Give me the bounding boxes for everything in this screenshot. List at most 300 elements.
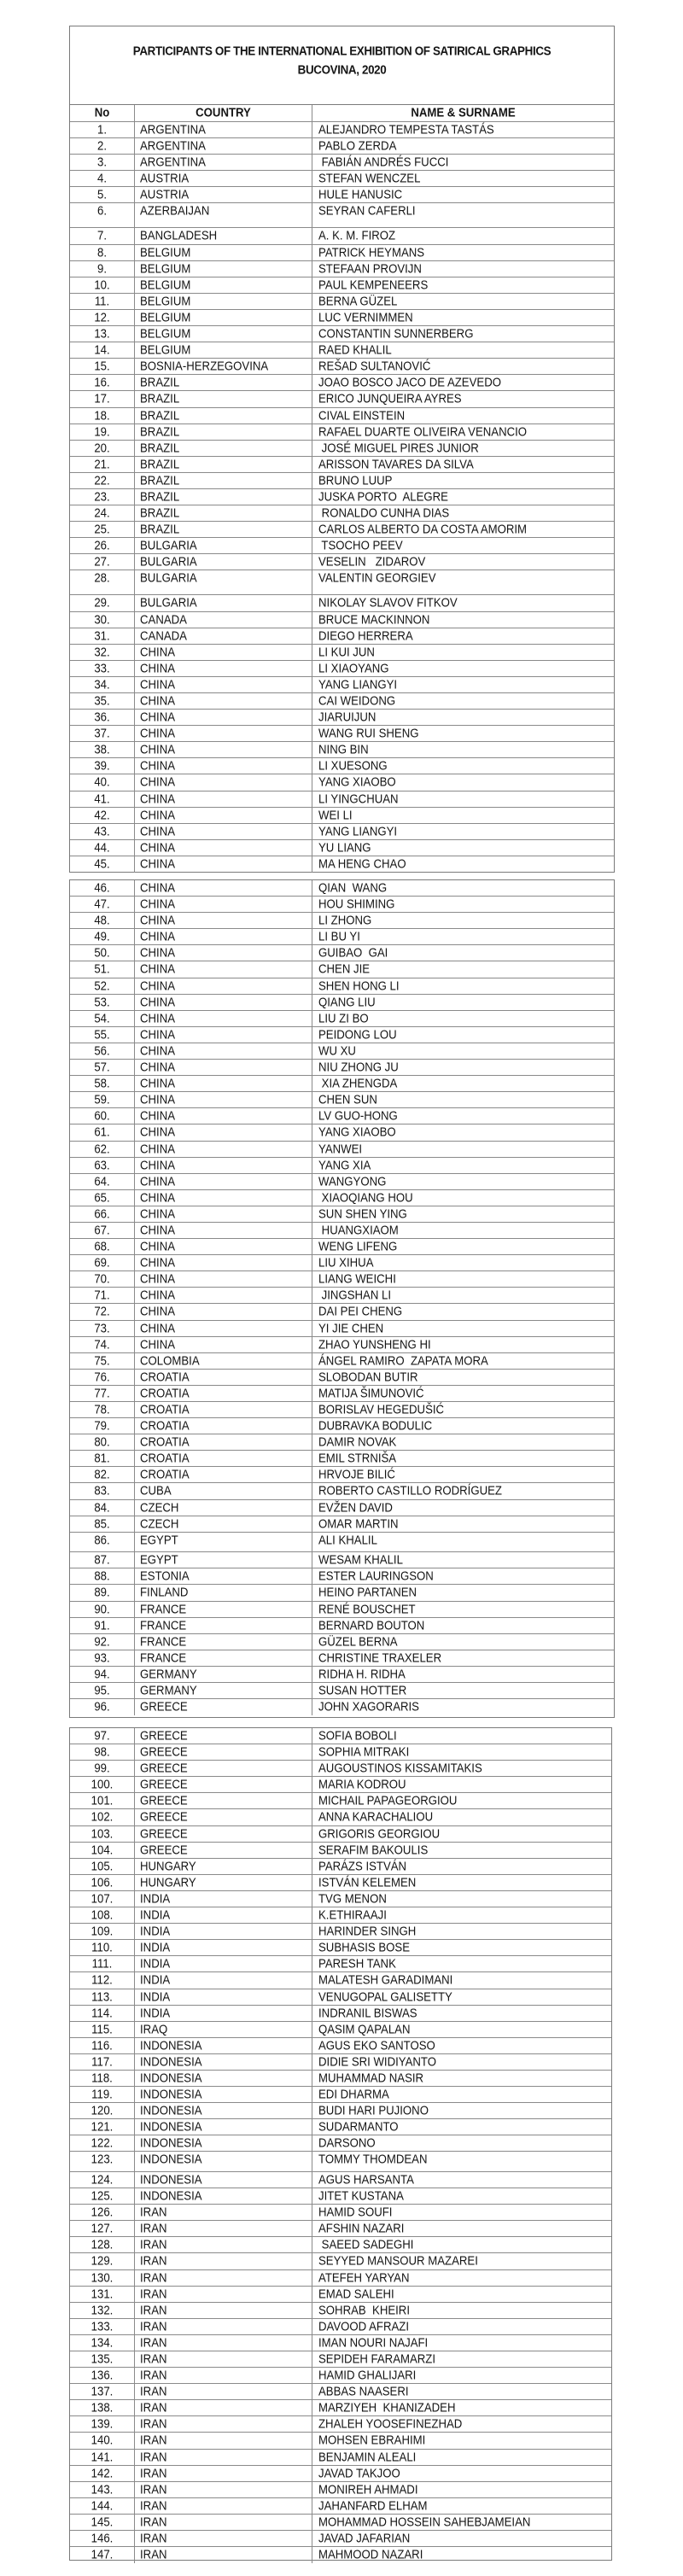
- row-name: EMAD SALEHI: [318, 2286, 394, 2301]
- row-country: AZERBAIJAN: [135, 203, 312, 227]
- row-country: BRAZIL: [135, 375, 312, 390]
- row-name: CIVAL EINSTEIN: [318, 407, 406, 423]
- row-name: ATEFEH YARYAN: [318, 2269, 410, 2285]
- table-row: [70, 1190, 614, 1206]
- row-name: HAMID SOUFI: [318, 2205, 393, 2219]
- row-name: TOMMY THOMDEAN: [318, 2152, 428, 2167]
- table-row: [70, 1043, 614, 1060]
- table-row: [70, 1793, 611, 1809]
- row-number: 51.: [70, 961, 135, 977]
- table-row: [70, 1924, 611, 1940]
- row-number: 100.: [70, 1777, 135, 1792]
- table-row: [70, 391, 614, 407]
- row-number: 144.: [70, 2498, 135, 2514]
- row-number: 33.: [70, 661, 135, 676]
- row-number: 28.: [70, 570, 135, 594]
- row-country: CHINA: [135, 693, 312, 709]
- table-row: [70, 1809, 611, 1825]
- row-number: 66.: [70, 1206, 135, 1222]
- row-number: 61.: [70, 1124, 135, 1140]
- row-number: 3.: [70, 155, 135, 170]
- row-number: 106.: [70, 1875, 135, 1890]
- row-name: JAHANFARD ELHAM: [318, 2498, 428, 2513]
- row-name: JUSKA PORTO ALEGRE: [318, 489, 448, 504]
- row-number: 15.: [70, 359, 135, 374]
- row-number: 64.: [70, 1174, 135, 1189]
- table-row: [70, 1321, 614, 1337]
- row-country: BULGARIA: [135, 570, 312, 594]
- row-country: BRAZIL: [135, 505, 312, 521]
- row-name: NING BIN: [318, 742, 369, 756]
- table-row: [70, 2482, 611, 2498]
- row-number: 103.: [70, 1826, 135, 1842]
- row-country: IRAN: [135, 2205, 312, 2220]
- table-row: [70, 2135, 611, 2152]
- row-number: 47.: [70, 897, 135, 912]
- rows-group-1: [70, 122, 614, 873]
- row-number: 72.: [70, 1304, 135, 1319]
- row-name: WU XU: [318, 1043, 356, 1058]
- row-country: CHINA: [135, 1124, 312, 1140]
- column-header-country: COUNTRY: [135, 105, 312, 121]
- row-country: CHINA: [135, 945, 312, 961]
- row-name: WANGYONG: [318, 1173, 387, 1189]
- row-name: A. K. M. FIROZ: [318, 228, 396, 243]
- row-number: 8.: [70, 245, 135, 260]
- row-number: 124.: [70, 2172, 135, 2188]
- row-number: 39.: [70, 758, 135, 774]
- row-number: 57.: [70, 1060, 135, 1075]
- table-row: [70, 489, 614, 505]
- row-name: PARÁZS ISTVÁN: [318, 1858, 407, 1873]
- row-country: IRAN: [135, 2237, 312, 2252]
- row-country: CZECH: [135, 1500, 312, 1516]
- row-name: JITET KUSTANA: [318, 2188, 404, 2203]
- row-name: JAVAD JAFARIAN: [318, 2531, 411, 2545]
- row-number: 38.: [70, 742, 135, 757]
- row-name: GÜZEL BERNA: [318, 1633, 398, 1649]
- table-row: [70, 2119, 611, 2135]
- row-name: HEINO PARTANEN: [318, 1585, 417, 1600]
- row-country: CHINA: [135, 897, 312, 912]
- table-row: [70, 2221, 611, 2237]
- row-country: BRAZIL: [135, 408, 312, 423]
- row-number: 9.: [70, 261, 135, 277]
- row-name: AGUS HARSANTA: [318, 2172, 414, 2187]
- table-row: [70, 791, 614, 808]
- row-number: 16.: [70, 375, 135, 390]
- row-name: LIU XIHUA: [318, 1255, 374, 1270]
- row-name: SLOBODAN BUTIR: [318, 1370, 418, 1384]
- row-number: 118.: [70, 2071, 135, 2086]
- table-row: [70, 774, 614, 791]
- table-row: [70, 929, 614, 945]
- row-country: CHINA: [135, 961, 312, 977]
- table-row: [70, 661, 614, 677]
- table-row: [70, 710, 614, 726]
- row-country: IRAN: [135, 2515, 312, 2530]
- row-name: YANWEI: [318, 1141, 363, 1156]
- row-country: CHINA: [135, 1043, 312, 1059]
- row-country: CHINA: [135, 661, 312, 676]
- row-name: XIAOQIANG HOU: [318, 1189, 413, 1205]
- row-country: BELGIUM: [135, 261, 312, 277]
- row-country: INDIA: [135, 1907, 312, 1923]
- row-name: SEYRAN CAFERLI: [318, 203, 416, 219]
- table-row: [70, 1386, 614, 1402]
- row-number: 116.: [70, 2038, 135, 2053]
- row-name: BRUNO LUUP: [318, 473, 393, 488]
- table-row: [70, 856, 614, 873]
- row-name: BERNARD BOUTON: [318, 1617, 425, 1633]
- title-line-1: PARTICIPANTS OF THE INTERNATIONAL EXHIBITION OF SATIRICAL GRAPHICS: [132, 44, 552, 58]
- row-country: CHINA: [135, 1092, 312, 1107]
- row-name: CONSTANTIN SUNNERBERG: [318, 326, 474, 341]
- row-name: LIU ZI BO: [318, 1010, 369, 1025]
- row-name: YANG XIA: [318, 1157, 371, 1172]
- row-name: LIANG WEICHI: [318, 1271, 396, 1286]
- row-number: 90.: [70, 1602, 135, 1617]
- row-country: INDIA: [135, 1956, 312, 1971]
- row-number: 56.: [70, 1043, 135, 1059]
- row-number: 111.: [70, 1956, 135, 1971]
- row-number: 112.: [70, 1972, 135, 1988]
- row-country: CHINA: [135, 1239, 312, 1254]
- row-country: CHINA: [135, 726, 312, 741]
- row-country: CROATIA: [135, 1467, 312, 1482]
- row-country: INDONESIA: [135, 2103, 312, 2118]
- row-country: AUSTRIA: [135, 187, 312, 202]
- row-country: INDIA: [135, 1940, 312, 1955]
- row-number: 115.: [70, 2022, 135, 2037]
- row-number: 85.: [70, 1516, 135, 1532]
- row-number: 94.: [70, 1667, 135, 1682]
- row-country: IRAN: [135, 2482, 312, 2497]
- table-row: [70, 1483, 614, 1499]
- table-row: [70, 2054, 611, 2071]
- row-country: CROATIA: [135, 1434, 312, 1450]
- row-name: RAFAEL DUARTE OLIVEIRA VENANCIO: [318, 423, 528, 439]
- table-row: [70, 595, 614, 611]
- table-row: [70, 2515, 611, 2531]
- table-row: [70, 2071, 611, 2087]
- table-row: [70, 1972, 611, 1989]
- row-country: GREECE: [135, 1699, 312, 1715]
- row-country: CHINA: [135, 1158, 312, 1173]
- row-number: 50.: [70, 945, 135, 961]
- row-name: MA HENG CHAO: [318, 856, 406, 871]
- row-number: 29.: [70, 595, 135, 610]
- row-name: CAI WEIDONG: [318, 693, 396, 708]
- table-row: [70, 1124, 614, 1141]
- table-row: [70, 2450, 611, 2466]
- row-number: 134.: [70, 2335, 135, 2351]
- row-name: FABIÁN ANDRÉS FUCCI: [318, 155, 449, 169]
- row-number: 86.: [70, 1533, 135, 1552]
- row-country: IRAN: [135, 2466, 312, 2481]
- row-country: CHINA: [135, 1011, 312, 1026]
- row-name: EVŽEN DAVID: [318, 1499, 393, 1515]
- table-row: [70, 2351, 611, 2368]
- row-country: CUBA: [135, 1483, 312, 1498]
- row-number: 58.: [70, 1076, 135, 1091]
- row-number: 141.: [70, 2450, 135, 2465]
- table-header-row: [70, 105, 614, 122]
- row-number: 121.: [70, 2119, 135, 2135]
- table-row: [70, 1777, 611, 1793]
- row-country: INDONESIA: [135, 2038, 312, 2053]
- row-name: PEIDONG LOU: [318, 1027, 397, 1042]
- row-country: BELGIUM: [135, 326, 312, 342]
- row-number: 68.: [70, 1239, 135, 1254]
- table-row: [70, 473, 614, 489]
- row-name: MOHSEN EBRAHIMI: [318, 2433, 426, 2448]
- table-row: [70, 1418, 614, 1434]
- row-name: LUC VERNIMMEN: [318, 310, 413, 324]
- row-number: 73.: [70, 1321, 135, 1336]
- row-country: CHINA: [135, 913, 312, 928]
- row-name: INDRANIL BISWAS: [318, 2005, 417, 2020]
- row-name: HAMID GHALIJARI: [318, 2368, 417, 2382]
- table-row: [70, 1826, 611, 1843]
- row-name: MARIA KODROU: [318, 1777, 406, 1791]
- row-number: 114.: [70, 2006, 135, 2021]
- row-country: CROATIA: [135, 1451, 312, 1466]
- row-country: CHINA: [135, 791, 312, 807]
- row-country: BRAZIL: [135, 489, 312, 505]
- table-row: [70, 2466, 611, 2482]
- row-name: SUBHASIS BOSE: [318, 1940, 411, 1954]
- row-number: 97.: [70, 1728, 135, 1744]
- row-number: 20.: [70, 441, 135, 456]
- row-country: CHINA: [135, 758, 312, 774]
- row-name: LI BU YI: [318, 929, 360, 943]
- row-name: BENJAMIN ALEALI: [318, 2449, 417, 2464]
- table-row: [70, 824, 614, 840]
- row-name: DAVOOD AFRAZI: [318, 2318, 410, 2334]
- row-name: K.ETHIRAAJI: [318, 1907, 387, 1922]
- row-country: CROATIA: [135, 1386, 312, 1401]
- row-name: JOAO BOSCO JACO DE AZEVEDO: [318, 375, 501, 390]
- table-row: [70, 1402, 614, 1418]
- row-number: 37.: [70, 726, 135, 741]
- row-number: 123.: [70, 2152, 135, 2171]
- row-country: IRAN: [135, 2498, 312, 2514]
- row-country: IRAN: [135, 2368, 312, 2383]
- table-row: [70, 1451, 614, 1467]
- row-name: DAMIR NOVAK: [318, 1434, 397, 1449]
- row-name: YU LIANG: [318, 840, 371, 855]
- row-number: 135.: [70, 2351, 135, 2367]
- table-row: [70, 1956, 611, 1972]
- row-name: ZHALEH YOOSEFINEZHAD: [318, 2416, 463, 2432]
- row-name: CHEN JIE: [318, 961, 371, 977]
- row-name: HUANGXIAOM: [318, 1223, 399, 1237]
- row-name: REŠAD SULTANOVIĆ: [318, 359, 431, 373]
- row-country: CHINA: [135, 1142, 312, 1157]
- row-number: 78.: [70, 1402, 135, 1417]
- table-row: [70, 2416, 611, 2433]
- row-name: MALATESH GARADIMANI: [318, 1972, 453, 1988]
- row-country: CHINA: [135, 1206, 312, 1222]
- row-name: AGUS EKO SANTOSO: [318, 2037, 435, 2053]
- row-number: 91.: [70, 1618, 135, 1633]
- table-row: [70, 1602, 614, 1618]
- row-name: QIANG LIU: [318, 994, 376, 1009]
- table-row: [70, 2172, 611, 2188]
- row-country: BULGARIA: [135, 538, 312, 553]
- row-name: ROBERTO CASTILLO RODRÍGUEZ: [318, 1483, 502, 1498]
- row-number: 12.: [70, 310, 135, 325]
- row-name: ISTVÁN KELEMEN: [318, 1875, 417, 1890]
- row-name: ESTER LAURINGSON: [318, 1568, 434, 1584]
- table-row: [70, 1761, 611, 1777]
- row-name: XIA ZHENGDA: [318, 1076, 398, 1090]
- row-number: 27.: [70, 554, 135, 570]
- row-number: 137.: [70, 2384, 135, 2399]
- table-row: [70, 1907, 611, 1924]
- row-number: 145.: [70, 2515, 135, 2530]
- row-number: 17.: [70, 391, 135, 406]
- table-row: [70, 457, 614, 473]
- row-country: BANGLADESH: [135, 228, 312, 243]
- row-number: 19.: [70, 424, 135, 440]
- row-name: SEYYED MANSOUR MAZAREI: [318, 2253, 478, 2269]
- table-row: [70, 628, 614, 645]
- row-number: 14.: [70, 342, 135, 358]
- table-row: [70, 2384, 611, 2400]
- table-row: [70, 2400, 611, 2416]
- table-row: [70, 2253, 611, 2269]
- row-country: IRAN: [135, 2416, 312, 2432]
- table-row: [70, 122, 614, 138]
- row-number: 35.: [70, 693, 135, 709]
- row-country: BULGARIA: [135, 595, 312, 610]
- table-row: [70, 693, 614, 710]
- row-country: HUNGARY: [135, 1859, 312, 1874]
- row-name: JOHN XAGORARIS: [318, 1699, 419, 1714]
- table-row: [70, 375, 614, 391]
- table-row: [70, 1699, 614, 1715]
- table-row: [70, 1683, 614, 1699]
- row-country: CHINA: [135, 1076, 312, 1091]
- row-country: FRANCE: [135, 1650, 312, 1666]
- row-name: SHEN HONG LI: [318, 978, 400, 993]
- row-name: ABBAS NAASERI: [318, 2384, 409, 2398]
- table-row: [70, 1728, 611, 1744]
- row-name: STEFAN WENCZEL: [318, 171, 421, 185]
- row-number: 126.: [70, 2205, 135, 2220]
- table-row: [70, 742, 614, 758]
- table-row: [70, 2270, 611, 2287]
- row-number: 80.: [70, 1434, 135, 1450]
- row-country: IRAN: [135, 2287, 312, 2302]
- table-row: [70, 1076, 614, 1092]
- row-name: OMAR MARTIN: [318, 1516, 399, 1531]
- table-row: [70, 1288, 614, 1304]
- table-row: [70, 554, 614, 570]
- title-line-2: BUCOVINA, 2020: [297, 62, 387, 77]
- table-row: [70, 342, 614, 359]
- row-country: AUSTRIA: [135, 171, 312, 186]
- row-number: 40.: [70, 774, 135, 790]
- row-name: MOHAMMAD HOSSEIN SAHEBJAMEIAN: [318, 2515, 531, 2529]
- row-country: IRAN: [135, 2270, 312, 2286]
- participants-table-page-1: [69, 26, 615, 873]
- row-number: 133.: [70, 2319, 135, 2334]
- row-name: DUBRAVKA BODULIC: [318, 1418, 433, 1433]
- row-country: CHINA: [135, 742, 312, 757]
- row-country: CHINA: [135, 1288, 312, 1303]
- row-name: ANNA KARACHALIOU: [318, 1809, 434, 1825]
- row-country: CHINA: [135, 1027, 312, 1043]
- row-name: MICHAIL PAPAGEORGIOU: [318, 1793, 458, 1808]
- row-country: INDONESIA: [135, 2071, 312, 2086]
- row-country: GREECE: [135, 1809, 312, 1825]
- table-row: [70, 726, 614, 742]
- row-name: DIEGO HERRERA: [318, 628, 413, 643]
- table-row: [70, 2103, 611, 2119]
- row-country: GREECE: [135, 1744, 312, 1760]
- row-number: 54.: [70, 1011, 135, 1026]
- table-row: [70, 1744, 611, 1761]
- row-number: 120.: [70, 2103, 135, 2118]
- table-row: [70, 995, 614, 1011]
- row-number: 113.: [70, 1989, 135, 2005]
- row-number: 60.: [70, 1108, 135, 1124]
- row-country: BRAZIL: [135, 424, 312, 440]
- row-number: 46.: [70, 880, 135, 896]
- table-row: [70, 840, 614, 856]
- row-country: COLOMBIA: [135, 1353, 312, 1369]
- row-number: 52.: [70, 978, 135, 994]
- row-name: SOFIA BOBOLI: [318, 1728, 397, 1743]
- row-country: IRAN: [135, 2221, 312, 2236]
- row-country: IRAN: [135, 2433, 312, 2448]
- table-row: [70, 1634, 614, 1650]
- row-number: 82.: [70, 1467, 135, 1482]
- row-name: HRVOJE BILIĆ: [318, 1467, 395, 1482]
- row-name: EMIL STRNIŠA: [318, 1451, 397, 1465]
- table-row: [70, 2498, 611, 2515]
- row-name: NIKOLAY SLAVOV FITKOV: [318, 595, 458, 610]
- row-country: ARGENTINA: [135, 122, 312, 137]
- table-row: [70, 2303, 611, 2319]
- row-number: 11.: [70, 294, 135, 309]
- row-name: CHRISTINE TRAXELER: [318, 1650, 442, 1665]
- row-name: WEI LI: [318, 807, 353, 822]
- row-country: GREECE: [135, 1826, 312, 1842]
- row-number: 62.: [70, 1142, 135, 1157]
- row-country: BELGIUM: [135, 342, 312, 358]
- row-number: 71.: [70, 1288, 135, 1303]
- row-country: BRAZIL: [135, 457, 312, 472]
- row-name: HARINDER SINGH: [318, 1924, 417, 1938]
- row-number: 45.: [70, 856, 135, 873]
- row-name: TVG MENON: [318, 1891, 387, 1906]
- row-country: CHINA: [135, 1223, 312, 1238]
- row-number: 140.: [70, 2433, 135, 2448]
- row-name: ALEJANDRO TEMPESTA TASTÁS: [318, 122, 494, 137]
- table-row: [70, 808, 614, 824]
- row-name: PABLO ZERDA: [318, 138, 397, 153]
- row-number: 1.: [70, 122, 135, 137]
- row-name: SOPHIA MITRAKI: [318, 1744, 410, 1759]
- table-row: [70, 359, 614, 375]
- row-number: 105.: [70, 1859, 135, 1874]
- table-row: [70, 2087, 611, 2103]
- participants-table-page-3: [69, 1727, 612, 2561]
